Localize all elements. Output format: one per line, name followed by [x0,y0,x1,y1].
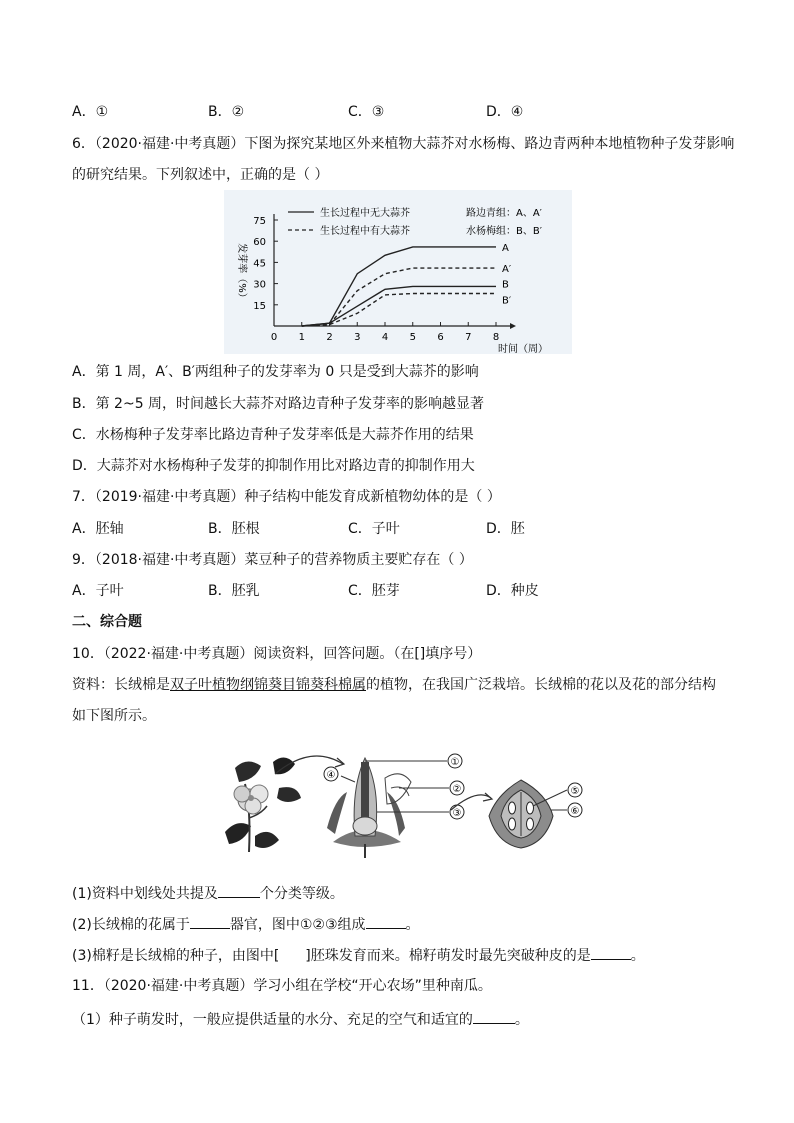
q7-option-c[interactable]: C．子叶 [348,521,400,537]
ovary-section-illustration [489,780,553,848]
x-tick-label: 4 [381,332,389,343]
q10-material-line2: 如下图所示。 [72,708,156,724]
chart-svg [224,190,572,354]
q5-option-c[interactable]: C．③ [348,104,385,120]
q10-sub2 [72,914,420,935]
q10-sub3-text-a: (3)棉籽是长绒棉的种子，由图中[ [72,948,280,964]
y-axis-label: 发芽率（%） [236,243,247,303]
q10-material-line1 [72,675,716,695]
q10-sub2-blank-1[interactable] [190,914,230,929]
q9-option-b[interactable]: B．胚乳 [208,583,260,599]
y-tick-label: 75 [253,216,266,227]
legend-dashed-label: 生长过程中有大蒜芥 [320,226,410,237]
q9-option-c[interactable]: C．胚芽 [348,583,400,599]
y-tick-label: 15 [253,300,266,312]
series-line-1 [302,268,496,326]
q10-sub2-text-b: 器官，图中①②③组成 [229,917,366,933]
q10-sub1-text-a: (1)资料中划线处共提及 [72,886,218,902]
q10-material-underlined: 双子叶植物纲锦葵目锦葵科棉属 [170,677,366,693]
series-label-2: B [502,279,509,291]
figure-label-2: ② [452,784,462,795]
figure-label-1: ① [450,757,460,768]
q10-sub1-blank[interactable] [218,883,260,898]
q9-option-d[interactable]: D．种皮 [486,583,539,599]
x-tick-label: 7 [465,332,472,343]
figure-label-5: ⑤ [570,786,580,797]
q10-sub3 [72,945,645,966]
q9-option-a[interactable]: A．子叶 [72,583,124,599]
series-label-3: B′ [502,295,512,307]
section-heading: 二、综合题 [72,614,142,630]
legend-group1-label: 路边青组：A、A′ [466,208,542,219]
q10-sub3-text-c: 。 [630,948,645,964]
x-tick-label: 5 [409,332,416,343]
germination-chart [224,190,572,354]
q10-sub2-text-a: (2)长绒棉的花属于 [72,917,190,933]
q11-sub1-text-a: （1）种子萌发时，一般应提供适量的水分、充足的空气和适宜的 [72,1012,473,1028]
q10-sub3-text-b: ]胚珠发育而来。棉籽萌发时最先突破种皮的是 [305,948,591,964]
q6-stem-line2: 的研究结果。下列叙述中，正确的是（ ） [72,167,329,183]
y-tick-label: 30 [253,279,266,291]
q10-sub2-blank-2[interactable] [366,914,406,929]
q7-stem: 7．（2019·福建·中考真题）种子结构中能发育成新植物幼体的是（ ） [72,489,501,505]
x-axis-arrow [510,323,516,329]
series-label-1: A′ [502,264,512,276]
figure-label-3: ③ [452,808,462,819]
cotton-flower-figure [215,748,595,860]
x-tick-label: 3 [354,332,361,343]
x-tick-label: 8 [492,332,500,343]
q10-sub1 [72,883,344,904]
series-label-0: A [502,242,509,254]
flower-section-illustration [327,758,411,858]
q6-stem-line1: 6．（2020·福建·中考真题）下图为探究某地区外来植物大蒜芥对水杨梅、路边青两种本地植物种子发芽影响 [72,136,735,152]
q6-option-a[interactable]: A．第 1 周，A′、B′两组种子的发芽率为 0 只是受到大蒜芥的影响 [72,364,479,380]
q10-material-prefix: 资料：长绒棉是 [72,677,170,693]
x-tick-label: 1 [298,332,305,343]
q9-stem: 9．（2018·福建·中考真题）菜豆种子的营养物质主要贮存在（ ） [72,552,473,568]
q7-option-b[interactable]: B．胚根 [208,521,260,537]
cotton-plant-illustration [225,757,301,852]
y-tick-label: 60 [253,237,266,249]
q10-sub2-text-c: 。 [405,917,420,933]
x-tick-label: 2 [326,332,333,343]
q11-sub1-text-b: 。 [514,1012,529,1028]
q11-sub1-blank[interactable] [473,1009,515,1024]
y-tick-label: 45 [253,258,266,270]
q7-option-d[interactable]: D．胚 [486,521,525,537]
figure-label-4: ④ [326,770,336,781]
q10-material-suffix: 的植物，在我国广泛栽培。长绒棉的花以及花的部分结构 [366,677,716,693]
q5-option-a[interactable]: A．① [72,104,109,120]
q11-stem: 11．（2020·福建·中考真题）学习小组在学校“开心农场”里种南瓜。 [72,978,492,994]
legend-group2-label: 水杨梅组：B、B′ [466,226,542,237]
q5-option-d[interactable]: D．④ [486,104,524,120]
x-axis-label: 时间（周） [498,344,548,354]
x-tick-label: 0 [270,332,278,343]
q5-option-b[interactable]: B．② [208,104,245,120]
q10-sub1-text-b: 个分类等级。 [259,886,344,902]
q10-sub3-blank[interactable] [591,945,631,960]
q6-option-c[interactable]: C．水杨梅种子发芽率比路边青种子发芽率低是大蒜芥作用的结果 [72,427,474,443]
q10-stem: 10．（2022·福建·中考真题）阅读资料，回答问题。（在[]填序号） [72,646,482,662]
figure-label-6: ⑥ [570,806,580,817]
q11-sub1 [72,1009,529,1030]
legend-solid-label: 生长过程中无大蒜芥 [320,208,410,219]
q6-option-b[interactable]: B．第 2~5 周，时间越长大蒜芥对路边青种子发芽率的影响越显著 [72,396,485,412]
q6-option-d[interactable]: D．大蒜芥对水杨梅种子发芽的抑制作用比对路边青的抑制作用大 [72,458,475,474]
x-tick-label: 6 [437,332,444,343]
q7-option-a[interactable]: A．胚轴 [72,521,124,537]
